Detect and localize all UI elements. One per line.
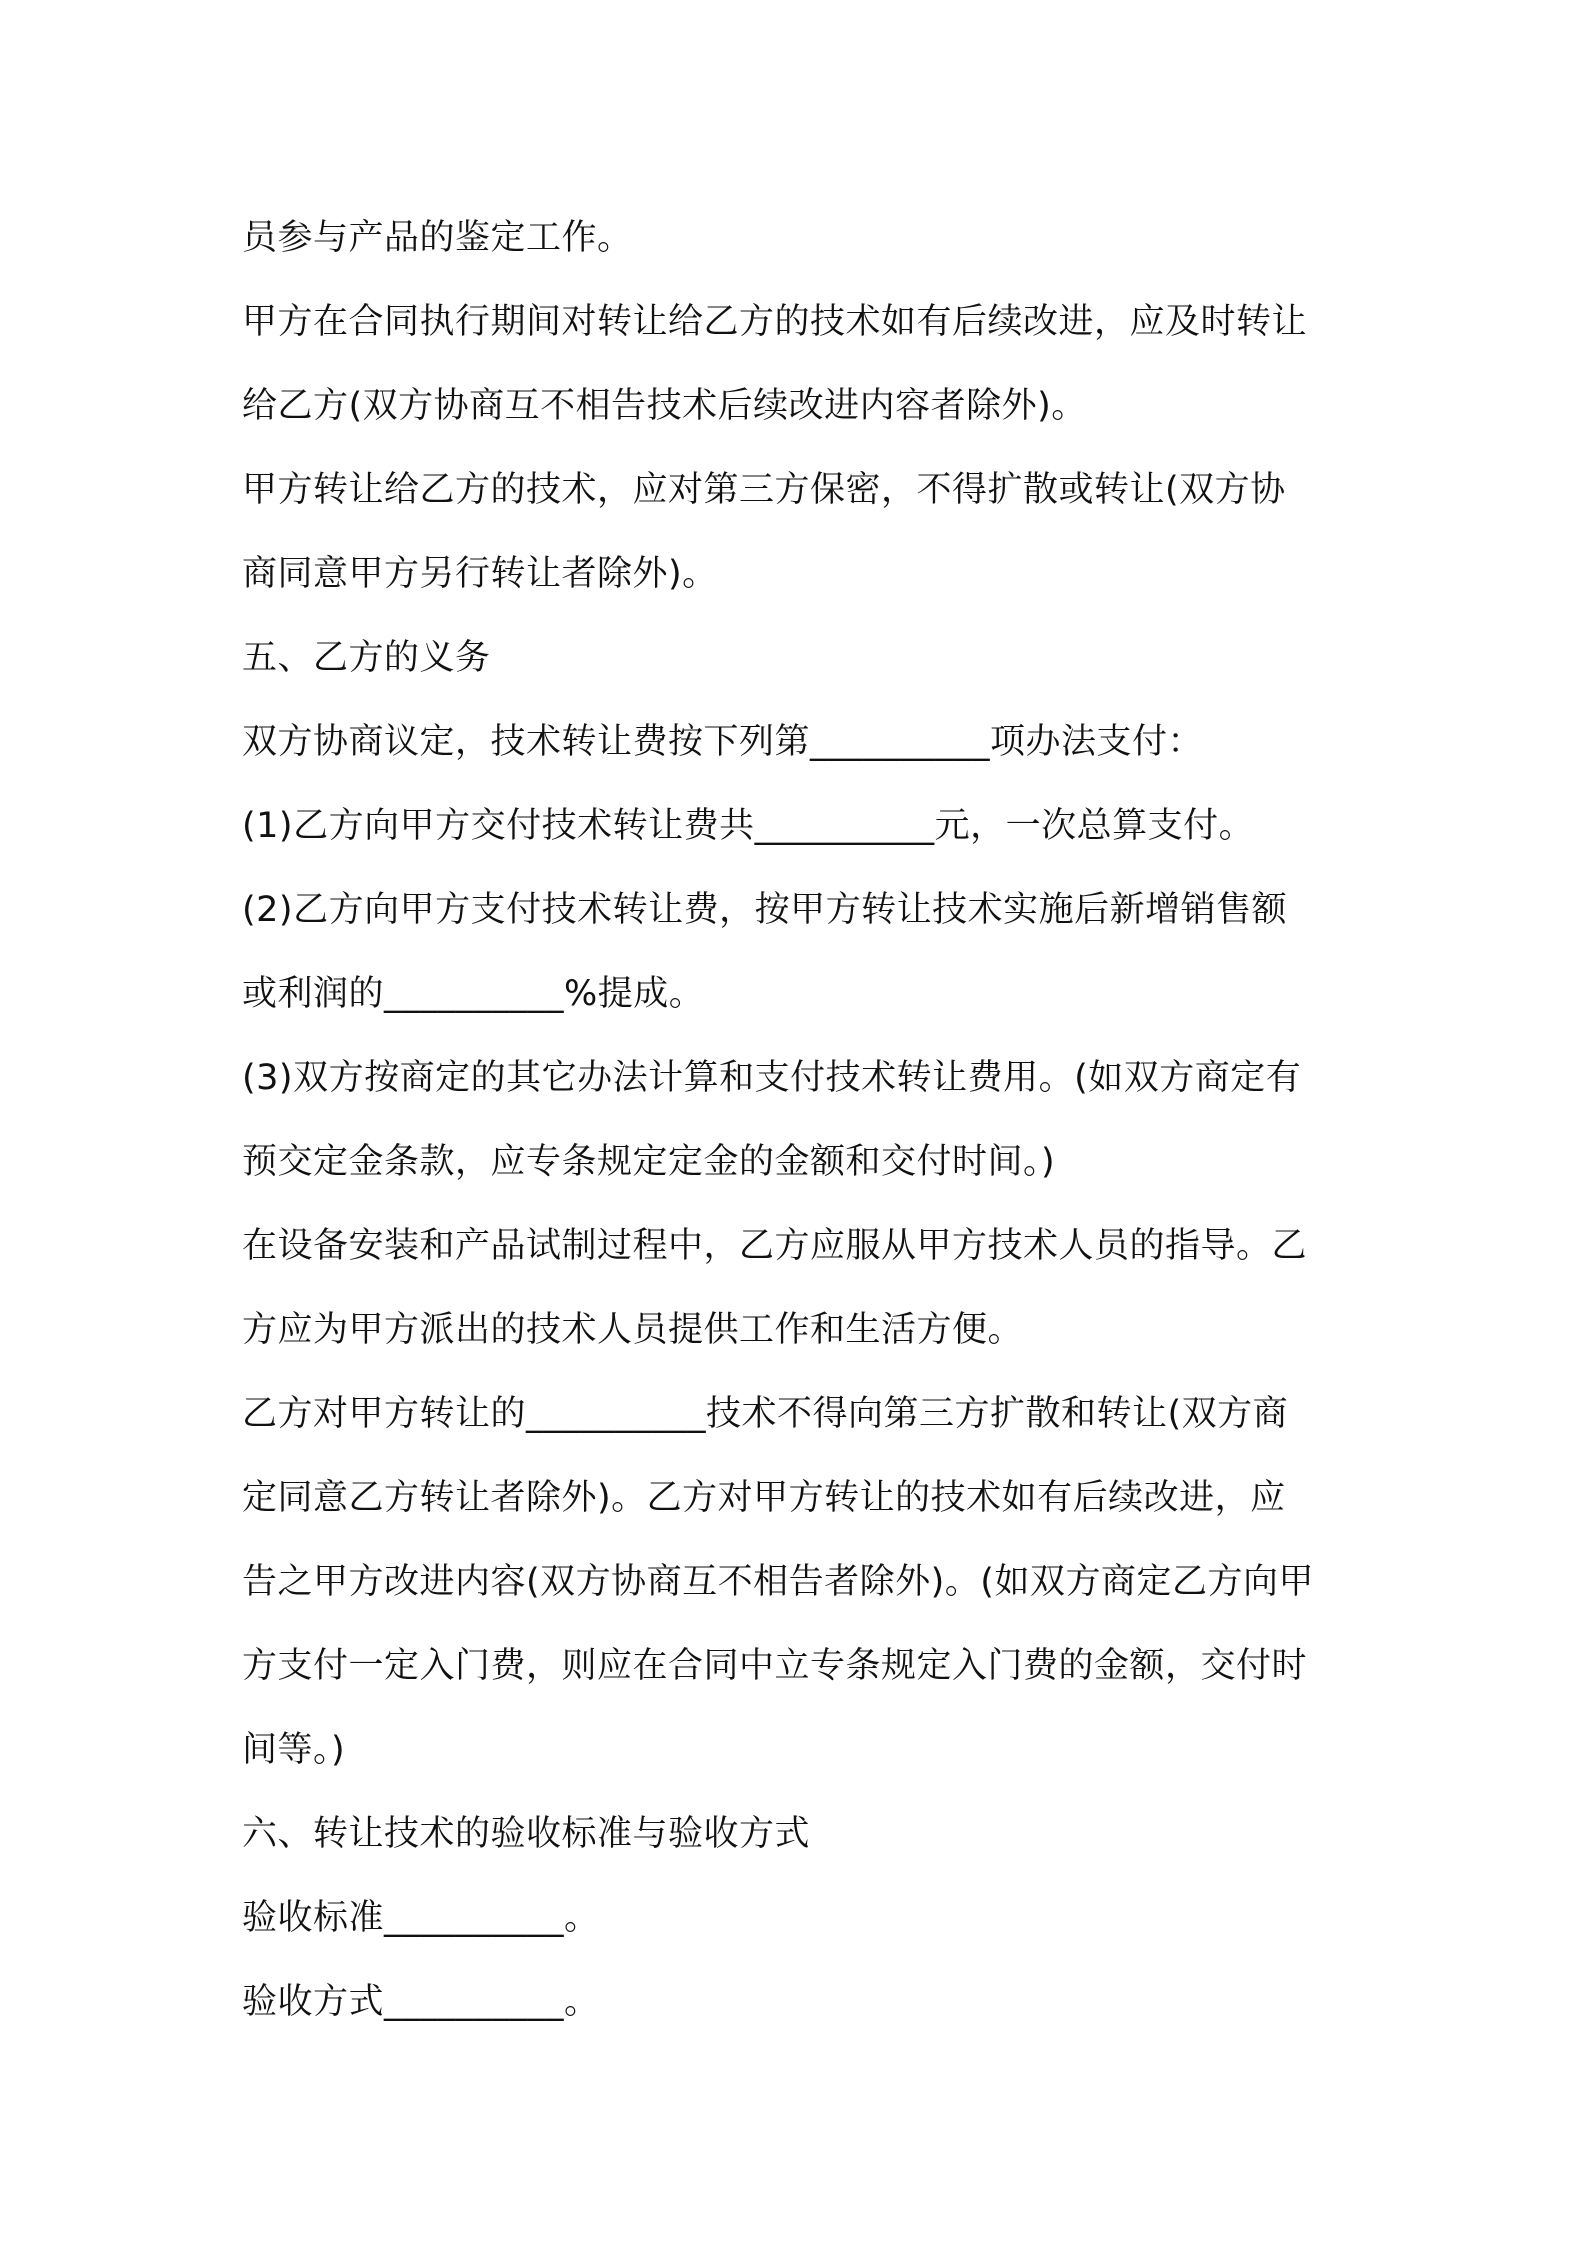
text-line-9: (2)乙方向甲方支付技术转让费，按甲方转让技术实施后新增销售额 <box>242 890 1288 930</box>
text-line-8: (1)乙方向甲方交付技术转让费共__________元，一次总算支付。 <box>242 806 1255 846</box>
text-line-17: 告之甲方改进内容(双方协商互不相告者除外)。(如双方商定乙方向甲 <box>242 1562 1314 1602</box>
text-line-16: 定同意乙方转让者除外)。乙方对甲方转让的技术如有后续改进，应 <box>242 1478 1286 1518</box>
text-line-18: 方支付一定入门费，则应在合同中立专条规定入门费的金额，交付时 <box>242 1646 1308 1686</box>
text-line-5: 商同意甲方另行转让者除外)。 <box>242 554 718 594</box>
text-line-4: 甲方转让给乙方的技术，应对第三方保密，不得扩散或转让(双方协 <box>242 470 1286 510</box>
text-line-13: 在设备安装和产品试制过程中，乙方应服从甲方技术人员的指导。乙 <box>242 1226 1308 1266</box>
document-body <box>242 196 1362 2044</box>
text-line-7: 双方协商议定，技术转让费按下列第__________项办法支付： <box>242 722 1204 762</box>
text-line-21: 验收标准__________。 <box>242 1898 600 1938</box>
text-line-12: 预交定金条款，应专条规定定金的金额和交付时间。) <box>242 1142 1056 1182</box>
text-line-1: 员参与产品的鉴定工作。 <box>242 218 633 258</box>
section-heading-5: 五、乙方的义务 <box>242 638 491 678</box>
text-line-11: (3)双方按商定的其它办法计算和支付技术转让费用。(如双方商定有 <box>242 1058 1302 1098</box>
text-line-22: 验收方式__________。 <box>242 1982 600 2022</box>
text-line-3: 给乙方(双方协商互不相告技术后续改进内容者除外)。 <box>242 386 1087 426</box>
text-line-14: 方应为甲方派出的技术人员提供工作和生活方便。 <box>242 1310 1024 1350</box>
section-heading-6: 六、转让技术的验收标准与验收方式 <box>242 1814 811 1854</box>
text-line-2: 甲方在合同执行期间对转让给乙方的技术如有后续改进，应及时转让 <box>242 302 1308 342</box>
text-line-19: 间等。) <box>242 1730 346 1770</box>
text-line-10: 或利润的__________%提成。 <box>242 974 705 1014</box>
text-line-15: 乙方对甲方转让的__________技术不得向第三方扩散和转让(双方商 <box>242 1394 1289 1434</box>
